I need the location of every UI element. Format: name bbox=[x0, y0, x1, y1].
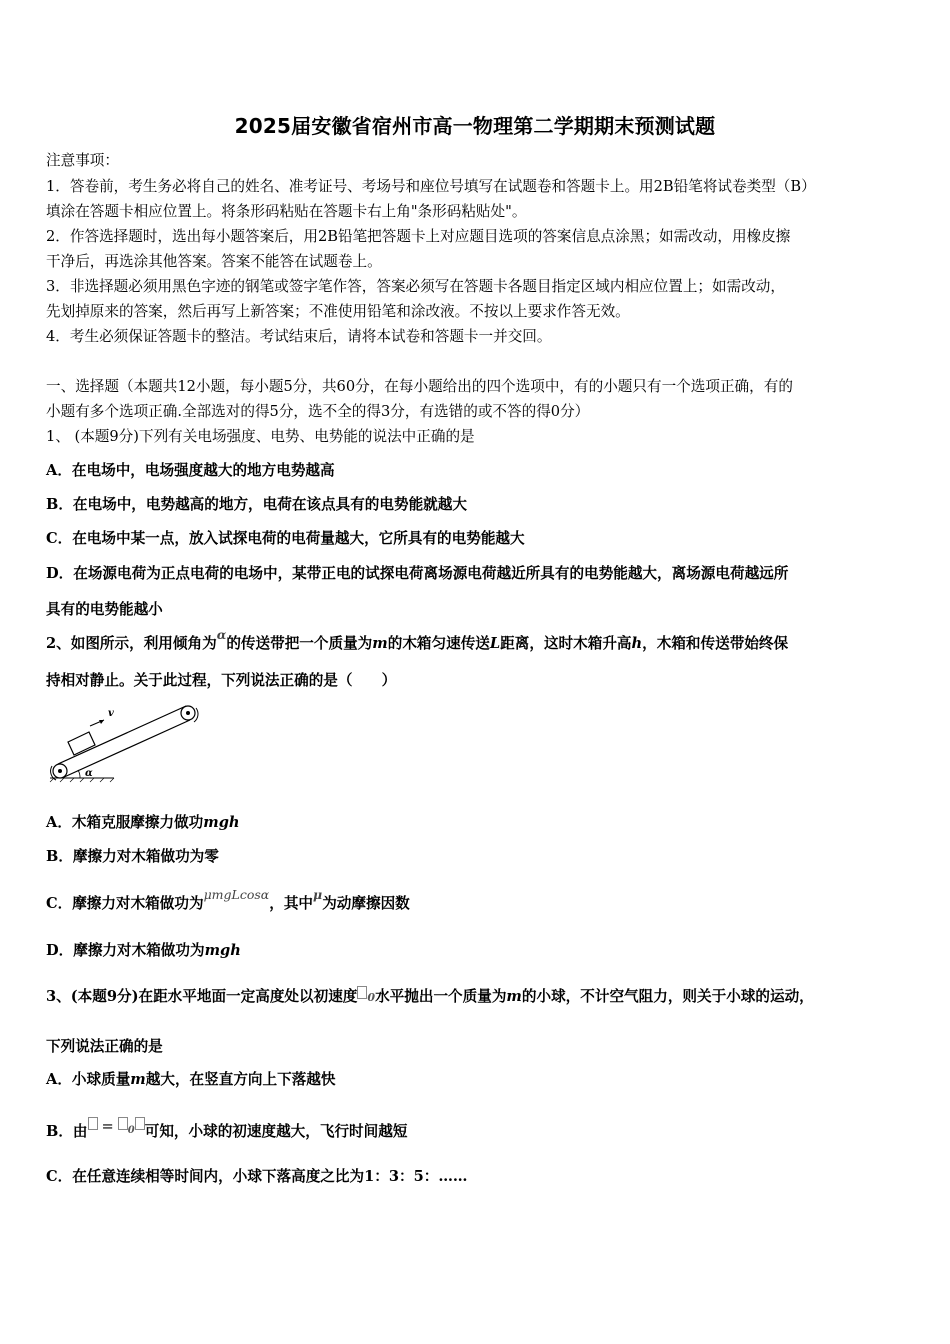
q3-option-b-text2: 可知，小球的初速度越大，飞行时间越短 bbox=[144, 1123, 408, 1140]
q3-stem-part3: 的小球，不计空气阻力，则关于小球的运动， bbox=[521, 988, 814, 1005]
q2-option-c bbox=[46, 887, 410, 914]
q2-option-c-text3: 为动摩擦因数 bbox=[322, 895, 410, 912]
q2-length-symbol: L bbox=[489, 635, 501, 652]
q3-option-b bbox=[46, 1117, 407, 1144]
q2-stem bbox=[46, 627, 789, 654]
conveyor-belt-diagram bbox=[44, 700, 210, 784]
q1-option-c bbox=[46, 529, 525, 549]
q3-stem-cont-text: 下列说法正确的是 bbox=[46, 1038, 163, 1055]
q3-option-b-equals: = bbox=[101, 1118, 114, 1135]
notice-line-5: 3．非选择题必须用黑色字迹的钢笔或签字笔作答，答案必须写在答题卡各题目指定区域内相应位置上；如需改动， bbox=[46, 278, 785, 295]
notice-line-7: 4．考生必须保证答题卡的整洁。考试结束后，请将本试卷和答题卡一并交回。 bbox=[46, 328, 552, 345]
q2-mu-symbol: μ bbox=[313, 887, 323, 902]
q1-option-b bbox=[46, 495, 467, 515]
q3-mass-symbol: m bbox=[506, 988, 522, 1005]
q1-option-d-cont bbox=[46, 600, 163, 620]
missing-glyph-icon bbox=[357, 986, 367, 999]
q1-option-c-text: C．在电场中某一点，放入试探电荷的电荷量越大，它所具有的电势能越大 bbox=[46, 530, 525, 547]
q3-stem-part2: 水平抛出一个质量为 bbox=[375, 988, 507, 1005]
q1-option-d-text-cont: 具有的电势能越小 bbox=[46, 601, 163, 618]
q3-option-c-text: C．在任意连续相等时间内，小球下落高度之比为1：3：5：…… bbox=[46, 1168, 468, 1185]
notice-heading: 注意事项： bbox=[46, 152, 119, 169]
q3-option-a-text2: 越大，在竖直方向上下落越快 bbox=[145, 1071, 336, 1088]
q2-stem-cont-text: 持相对静止。关于此过程，下列说法正确的是（ ） bbox=[46, 672, 397, 689]
section-heading-line-1: 一、选择题（本题共12小题，每小题5分，共60分，在每小题给出的四个选项中，有的小题只有一个选项正确，有的 bbox=[46, 378, 793, 395]
q2-option-a-math: mgh bbox=[203, 814, 240, 831]
q2-option-c-math: μmgLcosα bbox=[203, 887, 270, 902]
q1-stem bbox=[46, 427, 475, 447]
notice-line-2: 填涂在答题卡相应位置上。将条形码粘贴在答题卡右上角"条形码粘贴处"。 bbox=[46, 203, 527, 220]
q3-stem bbox=[46, 986, 814, 1008]
notice-line-1: 1．答卷前，考生务必将自己的姓名、准考证号、考场号和座位号填写在试题卷和答题卡上。用2B铅笔将试卷类型（B） bbox=[46, 178, 816, 195]
q2-option-d bbox=[46, 941, 241, 961]
missing-glyph-icon bbox=[118, 1117, 128, 1130]
q1-option-a-text: A．在电场中，电场强度越大的地方电势越高 bbox=[46, 462, 335, 479]
q2-stem-cont bbox=[46, 671, 396, 691]
q1-option-d bbox=[46, 564, 788, 584]
q2-option-b bbox=[46, 847, 219, 867]
velocity-label: v bbox=[108, 708, 114, 719]
q2-height-symbol: h bbox=[631, 635, 643, 652]
q2-stem-part3: 的木箱匀速传送 bbox=[387, 635, 490, 652]
q3-option-a-text1: A．小球质量 bbox=[46, 1071, 131, 1088]
notice-line-6: 先划掉原来的答案，然后再写上新答案；不准使用铅笔和涂改液。不按以上要求作答无效。 bbox=[46, 303, 630, 320]
q2-alpha-symbol: α bbox=[216, 627, 227, 642]
q3-option-a-mass: m bbox=[130, 1071, 146, 1088]
q2-option-a-text: A．木箱克服摩擦力做功 bbox=[46, 814, 204, 831]
q2-stem-part4: 距离，这时木箱升高 bbox=[500, 635, 632, 652]
q1-option-a bbox=[46, 461, 335, 481]
q1-stem-text: 1、 (本题9分)下列有关电场强度、电势、电势能的说法中正确的是 bbox=[46, 428, 475, 445]
q2-stem-part2: 的传送带把一个质量为 bbox=[226, 635, 373, 652]
q2-option-d-text: D．摩擦力对木箱做功为 bbox=[46, 942, 205, 959]
q3-option-b-text1: B．由 bbox=[46, 1123, 88, 1140]
belt-upper bbox=[58, 706, 186, 764]
missing-glyph-icon bbox=[88, 1117, 98, 1130]
q3-v0-subscript: 0 bbox=[367, 991, 376, 1004]
q2-option-c-text2: ，其中 bbox=[269, 895, 314, 912]
q2-option-d-math: mgh bbox=[204, 942, 241, 959]
page-title: 2025届安徽省宿州市高一物理第二学期期末预测试题 bbox=[234, 114, 716, 138]
q2-option-b-text: B．摩擦力对木箱做功为零 bbox=[46, 848, 219, 865]
q2-option-a bbox=[46, 813, 240, 833]
missing-glyph-icon bbox=[135, 1117, 145, 1130]
q2-option-c-text: C．摩擦力对木箱做功为 bbox=[46, 895, 204, 912]
q1-option-b-text: B．在电场中，电势越高的地方，电荷在该点具有的电势能就越大 bbox=[46, 496, 467, 513]
q2-stem-part1: 2、如图所示，利用倾角为 bbox=[46, 635, 217, 652]
q2-stem-part5: ，木箱和传送带始终保 bbox=[642, 635, 789, 652]
q3-option-a bbox=[46, 1070, 335, 1090]
q3-stem-part1: 3、(本题9分)在距水平地面一定高度处以初速度 bbox=[46, 988, 358, 1005]
section-heading-line-2: 小题有多个选项正确.全部选对的得5分，选不全的得3分，有选错的或不答的得0分） bbox=[46, 403, 590, 420]
wooden-box bbox=[68, 732, 95, 755]
q3-stem-cont bbox=[46, 1037, 163, 1057]
angle-label: α bbox=[85, 768, 93, 779]
q3-option-c bbox=[46, 1167, 468, 1187]
notice-line-3: 2．作答选择题时，选出每小题答案后，用2B铅笔把答题卡上对应题目选项的答案信息点涂黑；如需改动，用橡皮擦 bbox=[46, 228, 791, 245]
q2-mass-symbol: m bbox=[372, 635, 388, 652]
notice-line-4: 干净后，再选涂其他答案。答案不能答在试题卷上。 bbox=[46, 253, 382, 270]
q3-option-b-subscript: 0 bbox=[127, 1125, 135, 1136]
q1-option-d-text: D．在场源电荷为正点电荷的电场中，某带正电的试探电荷离场源电荷越近所具有的电势能越大，离场源电荷越远所 bbox=[46, 565, 789, 582]
